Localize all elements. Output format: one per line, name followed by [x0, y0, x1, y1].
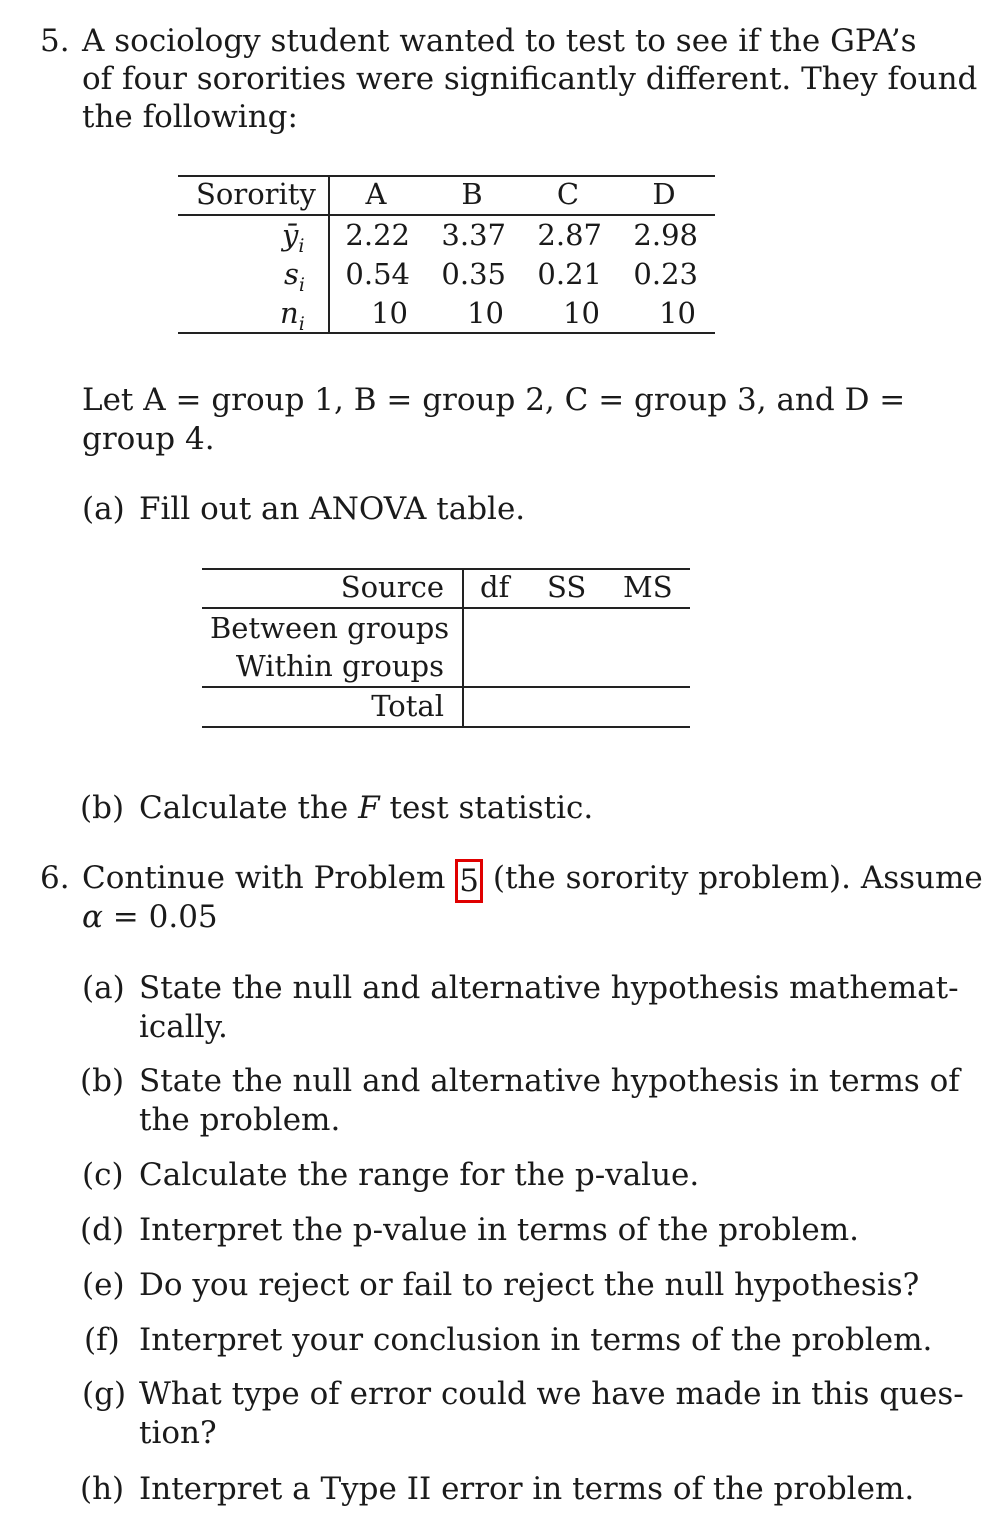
part-6h-text: Interpret a Type II error in terms of the problem.	[139, 1471, 915, 1507]
part-6f-label: (f)	[84, 1322, 120, 1358]
anova-header-ms: MS	[623, 570, 673, 604]
cell-n-c: 10	[563, 296, 600, 330]
cell-n-d: 10	[659, 296, 696, 330]
part-6b-line-2: the problem.	[139, 1102, 341, 1138]
problem-6-number: 6.	[40, 860, 70, 896]
cell-ybar-b: 3.37	[441, 218, 506, 252]
anova-header-df: df	[480, 570, 510, 604]
part-6c-text: Calculate the range for the p-value.	[139, 1157, 700, 1193]
cell-s-c: 0.21	[537, 257, 602, 291]
row-label-s: $s_i$	[284, 257, 305, 296]
part-6d-label: (d)	[80, 1212, 125, 1248]
group-header-d: D	[652, 177, 676, 211]
cell-ybar-a: 2.22	[345, 218, 410, 252]
part-6g-label: (g)	[82, 1376, 127, 1412]
problem-5-reference-link[interactable]: 5	[455, 859, 483, 903]
part-6a-line-1: State the null and alternative hypothesis mathemat-	[139, 970, 959, 1006]
group-header-a: A	[365, 177, 387, 211]
anova-header-ss: SS	[547, 570, 587, 604]
cell-ybar-c: 2.87	[537, 218, 602, 252]
part-6b-label: (b)	[80, 1063, 125, 1099]
anova-row-total: Total	[371, 689, 444, 723]
part-6d-text: Interpret the p-value in terms of the problem.	[139, 1212, 859, 1248]
anova-vertical-rule	[462, 568, 464, 728]
group-definition-line-2: group 4.	[82, 421, 215, 457]
cell-s-d: 0.23	[633, 257, 698, 291]
part-6e-label: (e)	[82, 1267, 125, 1303]
part-6c-label: (c)	[82, 1157, 124, 1193]
row-label-ybar: $ȳ_i$	[282, 218, 305, 257]
part-6e-text: Do you reject or fail to reject the null hypothesis?	[139, 1267, 920, 1303]
problem-5-line-1: A sociology student wanted to test to see if the GPA’s	[82, 23, 917, 59]
problem-5-line-3: the following:	[82, 99, 298, 135]
problem-6-line-1: Continue with Problem 5 (the sorority problem). Assume	[82, 859, 874, 903]
problem-5-line-2: of four sororities were significantly different. They found	[82, 61, 978, 97]
cell-s-a: 0.54	[345, 257, 410, 291]
group-header-c: C	[556, 177, 580, 211]
anova-header-source: Source	[340, 570, 444, 604]
part-5b-text: Calculate the F test statistic.	[139, 790, 594, 826]
part-6h-label: (h)	[80, 1471, 125, 1507]
part-6f-text: Interpret your conclusion in terms of the problem.	[139, 1322, 933, 1358]
row-label-n: $n_i$	[280, 296, 305, 335]
group-definition-line-1: Let A = group 1, B = group 2, C = group 3, and D =	[82, 382, 906, 418]
part-6g-line-2: tion?	[139, 1415, 217, 1451]
anova-bottom-rule	[202, 726, 690, 728]
cell-s-b: 0.35	[441, 257, 506, 291]
part-6a-line-2: ically.	[139, 1009, 228, 1045]
part-5a-label: (a)	[82, 491, 125, 527]
anova-row-within: Within groups	[235, 649, 444, 683]
anova-row-between: Between groups	[210, 611, 450, 645]
part-5b-label: (b)	[80, 790, 125, 826]
part-6a-label: (a)	[82, 970, 125, 1006]
alpha-statement: α = 0.05	[82, 899, 218, 935]
table-vertical-rule	[328, 175, 330, 334]
part-6b-line-1: State the null and alternative hypothesis in terms of	[139, 1063, 960, 1099]
cell-n-b: 10	[467, 296, 504, 330]
sorority-header: Sorority	[196, 177, 316, 211]
cell-ybar-d: 2.98	[633, 218, 698, 252]
part-6g-line-1: What type of error could we have made in this ques-	[139, 1376, 964, 1412]
cell-n-a: 10	[371, 296, 408, 330]
group-header-b: B	[461, 177, 483, 211]
part-5a-text: Fill out an ANOVA table.	[139, 491, 526, 527]
problem-5-number: 5.	[40, 23, 70, 59]
